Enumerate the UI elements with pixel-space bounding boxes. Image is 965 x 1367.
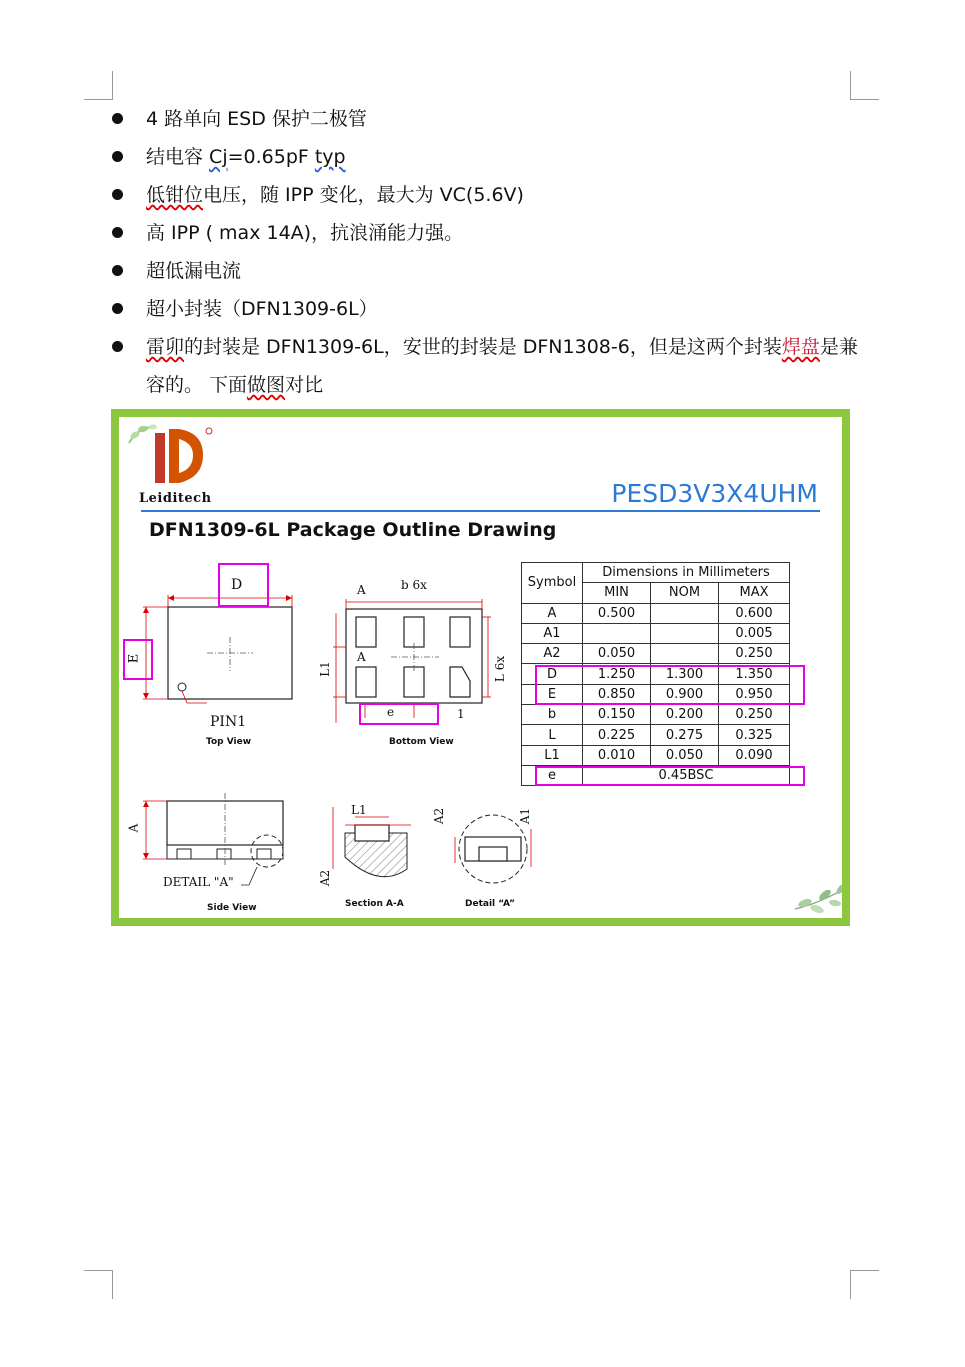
leiditech-logo-icon bbox=[125, 421, 215, 491]
crop-mark-top-right bbox=[850, 71, 879, 100]
list-item: 超小封装（DFN1309-6L） bbox=[108, 290, 868, 328]
crop-mark-top-left bbox=[84, 71, 113, 100]
highlight-d-e-rows bbox=[535, 665, 805, 705]
bottom-view-a-mid-label: A bbox=[357, 650, 366, 664]
detail-a1-label: A1 bbox=[518, 807, 533, 825]
bullet-icon bbox=[112, 151, 123, 162]
table-row: D 1.250 1.300 1.350 bbox=[522, 664, 790, 684]
list-item: 超低漏电流 bbox=[108, 252, 868, 290]
max-header: MAX bbox=[719, 583, 790, 603]
table-row: E 0.850 0.900 0.950 bbox=[522, 684, 790, 704]
nom-header: NOM bbox=[651, 583, 719, 603]
section-l1-label: L1 bbox=[351, 803, 367, 817]
table-row: L1 0.010 0.050 0.090 bbox=[522, 745, 790, 765]
bottom-view-a-top-label: A bbox=[357, 583, 366, 597]
bottom-view-l1-label: L1 bbox=[317, 661, 332, 677]
table-row: e 0.45BSC bbox=[522, 765, 790, 785]
table-row: b 0.150 0.200 0.250 bbox=[522, 705, 790, 725]
bottom-view-b-label: b 6x bbox=[401, 578, 427, 592]
section-aa-drawing bbox=[319, 797, 429, 897]
table-row: A1 0.005 bbox=[522, 623, 790, 643]
side-view-caption: Side View bbox=[207, 903, 257, 913]
bullet-icon bbox=[112, 113, 123, 124]
section-a2-right-label: A2 bbox=[432, 807, 447, 825]
bullet-icon bbox=[112, 303, 123, 314]
list-item: 结电容 Cj=0.65pF typ bbox=[108, 138, 868, 176]
side-view-a-label: A bbox=[126, 823, 141, 833]
drawing-title: DFN1309-6L Package Outline Drawing bbox=[149, 519, 557, 541]
min-header: MIN bbox=[583, 583, 651, 603]
package-figure bbox=[111, 409, 850, 926]
part-number: PESD3V3X4UHM bbox=[611, 479, 818, 508]
bullet-icon bbox=[112, 265, 123, 276]
table-row: A2 0.050 0.250 bbox=[522, 644, 790, 664]
detail-a-caption: Detail “A” bbox=[465, 899, 516, 909]
highlight-e-row bbox=[535, 766, 805, 786]
symbol-header: Symbol bbox=[522, 563, 583, 604]
crop-mark-bottom-right bbox=[850, 1270, 879, 1299]
bottom-view-caption: Bottom View bbox=[389, 737, 454, 747]
dimensions-group-header: Dimensions in Millimeters bbox=[583, 563, 790, 583]
highlight-d bbox=[218, 563, 269, 607]
section-a2-left-label: A2 bbox=[318, 869, 333, 887]
list-item: 4 路单向 ESD 保护二极管 bbox=[108, 100, 868, 138]
top-view-d-label: D bbox=[231, 577, 243, 593]
bullet-icon bbox=[112, 189, 123, 200]
pin1-label: PIN1 bbox=[210, 714, 247, 730]
bullet-icon bbox=[112, 341, 123, 352]
table-row: L 0.225 0.275 0.325 bbox=[522, 725, 790, 745]
top-view-caption: Top View bbox=[206, 737, 252, 747]
title-rule bbox=[141, 510, 820, 512]
section-aa-caption: Section A-A bbox=[345, 899, 404, 909]
crop-mark-bottom-left bbox=[84, 1270, 113, 1299]
highlight-e-pitch bbox=[359, 703, 439, 725]
leaf-decoration-icon bbox=[791, 879, 842, 918]
top-view-e-label: E bbox=[126, 653, 142, 664]
detail-a-label: DETAIL "A" bbox=[163, 875, 234, 889]
list-item: 高 IPP ( max 14A)，抗浪涌能力强。 bbox=[108, 214, 868, 252]
bottom-view-pin-one-label: 1 bbox=[457, 707, 465, 721]
table-row: A 0.500 0.600 bbox=[522, 603, 790, 623]
bullet-icon bbox=[112, 227, 123, 238]
figure-canvas bbox=[119, 417, 842, 918]
list-item-continuation: 容的。 下面做图对比 bbox=[146, 374, 324, 396]
brand-name: Leiditech bbox=[139, 491, 212, 506]
feature-list bbox=[108, 100, 868, 404]
list-item: 低钳位电压，随 IPP 变化，最大为 VC(5.6V) bbox=[108, 176, 868, 214]
bottom-view-e-label: e bbox=[387, 705, 395, 719]
list-item: 雷卯的封装是 DFN1309-6L，安世的封装是 DFN1308-6，但是这两个封装焊盘是兼 bbox=[108, 328, 868, 366]
detail-a-drawing bbox=[445, 797, 555, 897]
bottom-view-l6x-label: L 6x bbox=[493, 655, 508, 683]
